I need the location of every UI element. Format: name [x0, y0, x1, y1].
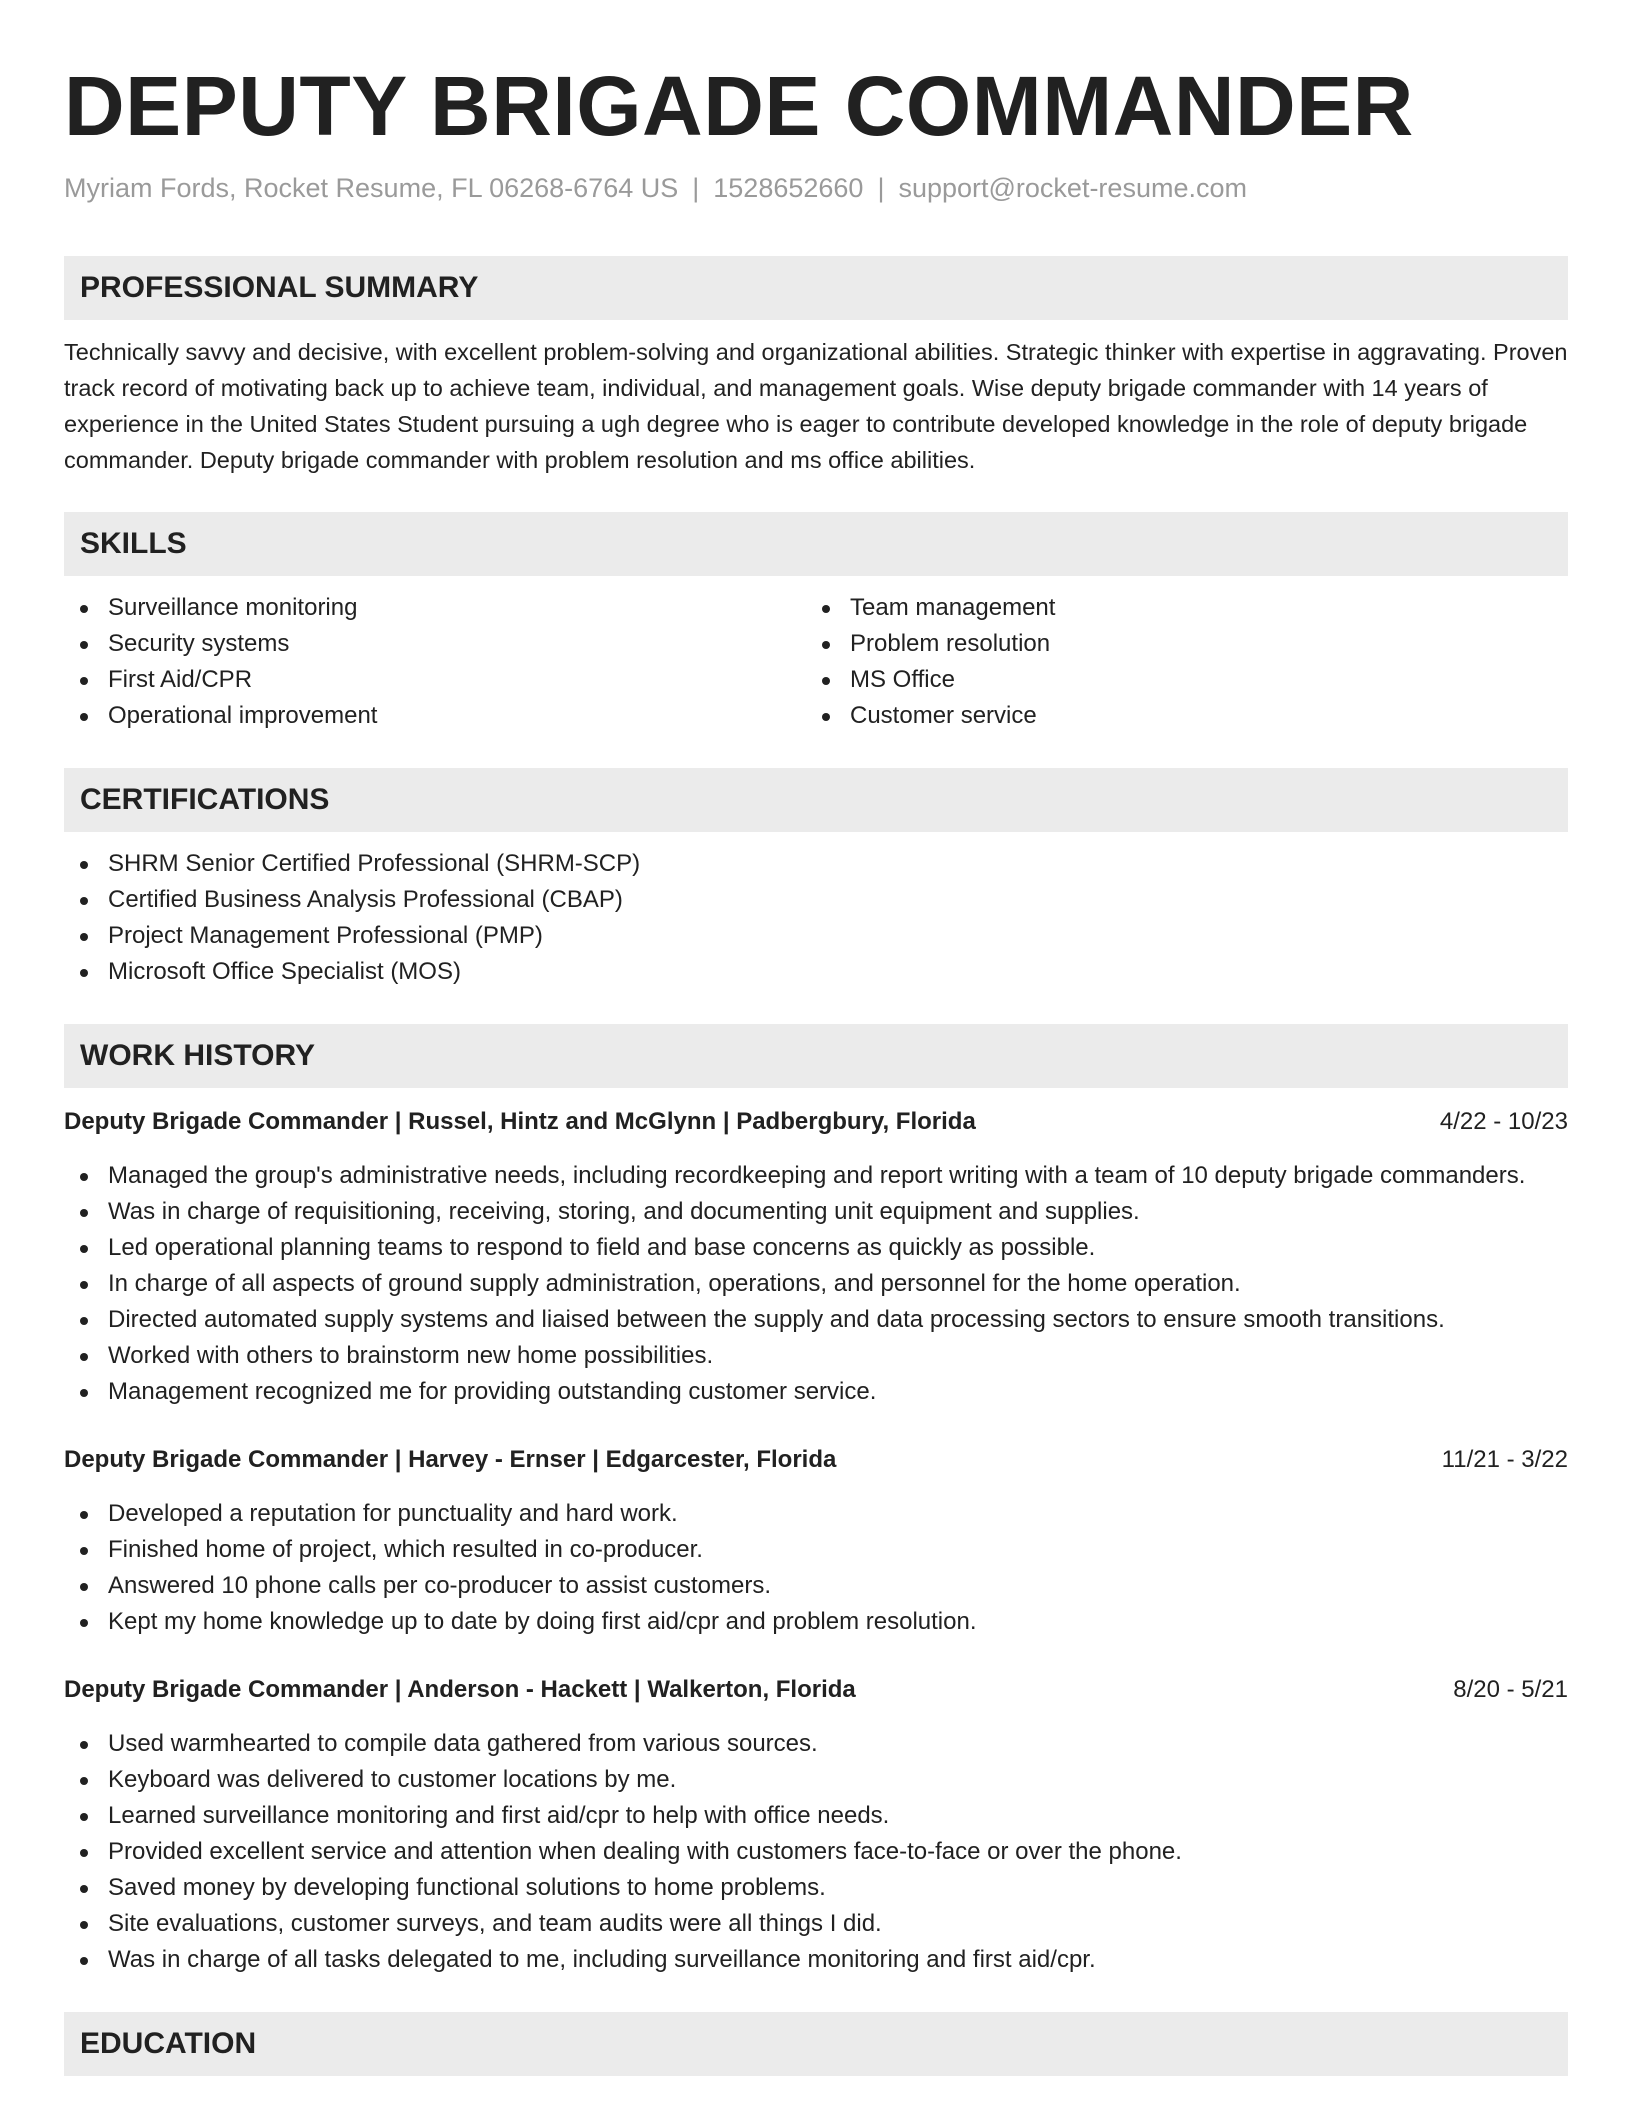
job-title: Deputy Brigade Commander | Anderson - Hackett | Walkerton, Florida [64, 1676, 856, 1703]
section-header-education: EDUCATION [64, 2012, 1568, 2076]
job-bullet: Keyboard was delivered to customer locations by me. [64, 1762, 1568, 1798]
contact-phone: 1528652660 [713, 173, 864, 203]
job-header [64, 1672, 1568, 1708]
skill-item: MS Office [806, 662, 1548, 698]
section-header-summary: PROFESSIONAL SUMMARY [64, 256, 1568, 320]
job-title: Deputy Brigade Commander | Russel, Hintz and McGlynn | Padbergbury, Florida [64, 1108, 976, 1135]
job-bullet: Kept my home knowledge up to date by doing first aid/cpr and problem resolution. [64, 1604, 1568, 1640]
job-bullet: Answered 10 phone calls per co-producer to assist customers. [64, 1568, 1568, 1604]
job-bullet: Was in charge of all tasks delegated to me, including surveillance monitoring and first aid/cpr. [64, 1942, 1568, 1978]
job-bullets [64, 1158, 1568, 1410]
job-title: Deputy Brigade Commander | Harvey - Ernser | Edgarcester, Florida [64, 1446, 837, 1473]
contact-line [64, 170, 1568, 206]
job-bullet: Managed the group's administrative needs, including recordkeeping and report writing with a team of 10 deputy brigade commanders. [64, 1158, 1568, 1194]
summary-text: Technically savvy and decisive, with excellent problem-solving and organizational abilities. Strategic thinker with expertise in aggravating. Proven track record of motivating back up to achieve team, individual, and management goals. Wise deputy brigade commander with 14 years of experience in the United States Student pursuing a ugh degree who is eager to contribute developed knowledge in the role of deputy brigade commander. Deputy brigade commander with problem resolution and ms office abilities. [64, 339, 1568, 473]
job-bullet: Finished home of project, which resulted in co-producer. [64, 1532, 1568, 1568]
skills-list-left [64, 590, 806, 734]
job-entry [64, 1672, 1568, 1978]
page-title: DEPUTY BRIGADE COMMANDER [64, 59, 1414, 153]
certification-item: Microsoft Office Specialist (MOS) [64, 954, 1568, 990]
skills-list-right [806, 590, 1548, 734]
skill-item: Operational improvement [64, 698, 806, 734]
contact-separator: | [877, 173, 885, 203]
job-bullets [64, 1726, 1568, 1978]
section-header-skills: SKILLS [64, 512, 1568, 576]
contact-email: support@rocket-resume.com [898, 173, 1247, 203]
job-dates: 11/21 - 3/22 [1441, 1446, 1568, 1473]
job-bullet: Directed automated supply systems and liaised between the supply and data processing sectors to ensure smooth transitions. [64, 1302, 1568, 1338]
skill-item: Surveillance monitoring [64, 590, 806, 626]
job-bullet: Was in charge of requisitioning, receiving, storing, and documenting unit equipment and supplies. [64, 1194, 1568, 1230]
job-bullet: Saved money by developing functional solutions to home problems. [64, 1870, 1568, 1906]
skill-item: First Aid/CPR [64, 662, 806, 698]
job-bullet: Learned surveillance monitoring and first aid/cpr to help with office needs. [64, 1798, 1568, 1834]
certification-item: SHRM Senior Certified Professional (SHRM-SCP) [64, 846, 1568, 882]
certification-item: Certified Business Analysis Professional (CBAP) [64, 882, 1568, 918]
job-entry [64, 1104, 1568, 1410]
section-header-certifications: CERTIFICATIONS [64, 768, 1568, 832]
skill-item: Team management [806, 590, 1548, 626]
job-dates: 8/20 - 5/21 [1453, 1676, 1568, 1703]
job-bullet: Management recognized me for providing outstanding customer service. [64, 1374, 1568, 1410]
job-bullet: Led operational planning teams to respond to field and base concerns as quickly as possible. [64, 1230, 1568, 1266]
job-bullet: Used warmhearted to compile data gathered from various sources. [64, 1726, 1568, 1762]
job-bullet: Provided excellent service and attention when dealing with customers face-to-face or over the phone. [64, 1834, 1568, 1870]
contact-separator: | [692, 173, 700, 203]
skills-columns [64, 590, 1568, 734]
skill-item: Problem resolution [806, 626, 1548, 662]
job-bullet: In charge of all aspects of ground supply administration, operations, and personnel for the home operation. [64, 1266, 1568, 1302]
certifications-list [64, 846, 1568, 990]
job-header [64, 1442, 1568, 1478]
skill-item: Customer service [806, 698, 1548, 734]
job-dates: 4/22 - 10/23 [1439, 1108, 1568, 1135]
job-bullets [64, 1496, 1568, 1640]
contact-address: Myriam Fords, Rocket Resume, FL 06268-6764 US [64, 173, 679, 203]
job-entry [64, 1442, 1568, 1640]
job-header [64, 1104, 1568, 1140]
section-header-work-history: WORK HISTORY [64, 1024, 1568, 1088]
job-bullet: Developed a reputation for punctuality and hard work. [64, 1496, 1568, 1532]
skill-item: Security systems [64, 626, 806, 662]
job-bullet: Worked with others to brainstorm new home possibilities. [64, 1338, 1568, 1374]
job-bullet: Site evaluations, customer surveys, and team audits were all things I did. [64, 1906, 1568, 1942]
certification-item: Project Management Professional (PMP) [64, 918, 1568, 954]
